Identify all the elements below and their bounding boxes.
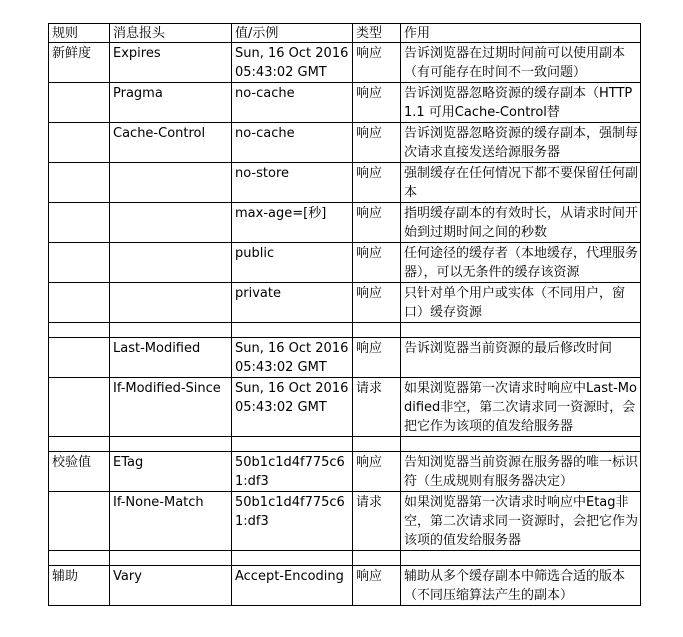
- type-cell: 响应: [353, 203, 401, 243]
- header-cell-type: 类型: [353, 24, 401, 43]
- purpose-cell: 告诉浏览器在过期时间前可以使用副本（有可能存在时间不一致问题）: [401, 43, 641, 83]
- purpose-cell: 告诉浏览器忽略资源的缓存副本，强制每次请求直接发送给源服务器: [401, 123, 641, 163]
- purpose-cell: 告诉浏览器当前资源的最后修改时间: [401, 338, 641, 378]
- empty-cell: [353, 323, 401, 338]
- type-cell: 响应: [353, 566, 401, 606]
- message-header-cell: ETag: [110, 452, 232, 492]
- message-header-cell: [110, 163, 232, 203]
- empty-cell: [232, 551, 353, 566]
- empty-cell: [110, 551, 232, 566]
- spacer-row: [49, 551, 641, 566]
- value-cell: no-store: [232, 163, 353, 203]
- spacer-row: [49, 323, 641, 338]
- message-header-cell: Vary: [110, 566, 232, 606]
- value-cell: Sun, 16 Oct 2016 05:43:02 GMT: [232, 338, 353, 378]
- message-header-cell: Expires: [110, 43, 232, 83]
- rule-cell: 辅助: [49, 566, 110, 606]
- type-cell: 响应: [353, 283, 401, 323]
- table-header-row: [49, 24, 641, 43]
- value-cell: Accept-Encoding: [232, 566, 353, 606]
- empty-cell: [353, 437, 401, 452]
- table-row: [49, 566, 641, 606]
- empty-cell: [49, 551, 110, 566]
- empty-cell: [401, 437, 641, 452]
- table-row: [49, 452, 641, 492]
- http-cache-headers-table: [48, 23, 641, 606]
- header-cell-purpose: 作用: [401, 24, 641, 43]
- table-row: [49, 492, 641, 551]
- empty-cell: [353, 551, 401, 566]
- rule-cell: [49, 283, 110, 323]
- empty-cell: [49, 437, 110, 452]
- type-cell: 响应: [353, 123, 401, 163]
- rule-cell: 校验值: [49, 452, 110, 492]
- empty-cell: [232, 323, 353, 338]
- type-cell: 响应: [353, 452, 401, 492]
- purpose-cell: 告知浏览器当前资源在服务器的唯一标识符（生成规则有服务器决定）: [401, 452, 641, 492]
- type-cell: 请求: [353, 492, 401, 551]
- value-cell: public: [232, 243, 353, 283]
- type-cell: 响应: [353, 338, 401, 378]
- type-cell: 响应: [353, 163, 401, 203]
- message-header-cell: If-Modified-Since: [110, 378, 232, 437]
- table-row: [49, 83, 641, 123]
- purpose-cell: 任何途径的缓存者（本地缓存，代理服务器），可以无条件的缓存该资源: [401, 243, 641, 283]
- value-cell: 50b1c1d4f775c61:df3: [232, 492, 353, 551]
- value-cell: Sun, 16 Oct 2016 05:43:02 GMT: [232, 378, 353, 437]
- purpose-cell: 辅助从多个缓存副本中筛选合适的版本（不同压缩算法产生的副本）: [401, 566, 641, 606]
- purpose-cell: 如果浏览器第一次请求时响应中Last-Modified非空，第二次请求同一资源时，会把它作为该项的值发给服务器: [401, 378, 641, 437]
- empty-cell: [232, 437, 353, 452]
- value-cell: private: [232, 283, 353, 323]
- table-row: [49, 378, 641, 437]
- purpose-cell: 强制缓存在任何情况下都不要保留任何副本: [401, 163, 641, 203]
- table-row: [49, 338, 641, 378]
- rule-cell: [49, 378, 110, 437]
- value-cell: no-cache: [232, 123, 353, 163]
- rule-cell: [49, 338, 110, 378]
- table-row: [49, 283, 641, 323]
- type-cell: 响应: [353, 83, 401, 123]
- rule-cell: [49, 163, 110, 203]
- message-header-cell: [110, 283, 232, 323]
- header-cell-value: 值/示例: [232, 24, 353, 43]
- value-cell: Sun, 16 Oct 2016 05:43:02 GMT: [232, 43, 353, 83]
- message-header-cell: Last-Modified: [110, 338, 232, 378]
- table-row: [49, 243, 641, 283]
- type-cell: 响应: [353, 43, 401, 83]
- empty-cell: [49, 323, 110, 338]
- type-cell: 请求: [353, 378, 401, 437]
- table-row: [49, 163, 641, 203]
- message-header-cell: [110, 203, 232, 243]
- table-row: [49, 43, 641, 83]
- value-cell: 50b1c1d4f775c61:df3: [232, 452, 353, 492]
- type-cell: 响应: [353, 243, 401, 283]
- table-row: [49, 203, 641, 243]
- purpose-cell: 如果浏览器第一次请求时响应中Etag非空，第二次请求同一资源时，会把它作为该项的值发给服务器: [401, 492, 641, 551]
- rule-cell: 新鲜度: [49, 43, 110, 83]
- rule-cell: [49, 492, 110, 551]
- purpose-cell: 告诉浏览器忽略资源的缓存副本（HTTP1.1 可用Cache-Control替: [401, 83, 641, 123]
- value-cell: no-cache: [232, 83, 353, 123]
- rule-cell: [49, 83, 110, 123]
- value-cell: max-age=[秒]: [232, 203, 353, 243]
- header-cell-rule: 规则: [49, 24, 110, 43]
- rule-cell: [49, 203, 110, 243]
- empty-cell: [401, 551, 641, 566]
- message-header-cell: Pragma: [110, 83, 232, 123]
- empty-cell: [401, 323, 641, 338]
- purpose-cell: 指明缓存副本的有效时长，从请求时间开始到过期时间之间的秒数: [401, 203, 641, 243]
- purpose-cell: 只针对单个用户或实体（不同用户，窗口）缓存资源: [401, 283, 641, 323]
- rule-cell: [49, 243, 110, 283]
- rule-cell: [49, 123, 110, 163]
- header-cell-message-header: 消息报头: [110, 24, 232, 43]
- message-header-cell: If-None-Match: [110, 492, 232, 551]
- message-header-cell: [110, 243, 232, 283]
- empty-cell: [110, 437, 232, 452]
- table-row: [49, 123, 641, 163]
- empty-cell: [110, 323, 232, 338]
- message-header-cell: Cache-Control: [110, 123, 232, 163]
- spacer-row: [49, 437, 641, 452]
